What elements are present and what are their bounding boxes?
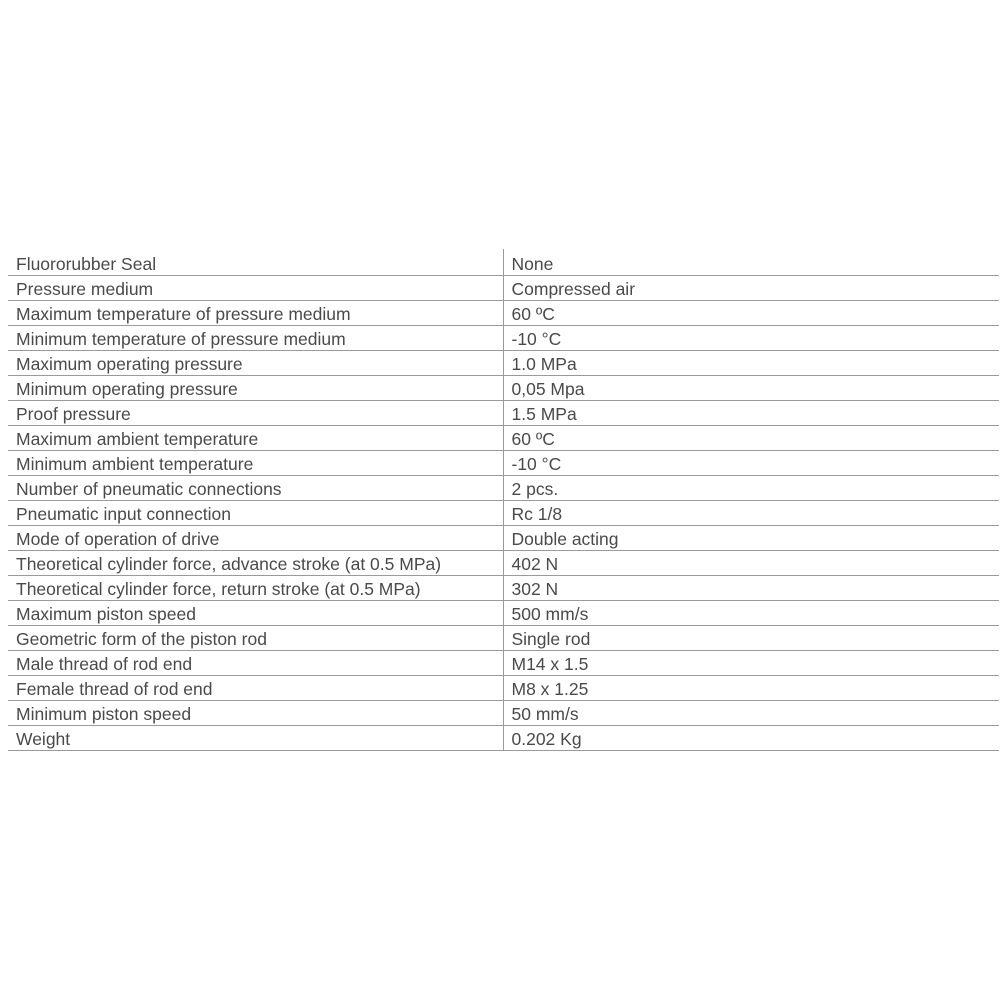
spec-label-cell: Proof pressure [8, 400, 503, 425]
table-row [8, 450, 999, 475]
table-row [8, 249, 999, 275]
spec-label-cell: Minimum operating pressure [8, 375, 503, 400]
table-row [8, 275, 999, 300]
spec-value-cell: Compressed air [503, 275, 999, 300]
table-row [8, 550, 999, 575]
spec-label-cell: Pneumatic input connection [8, 500, 503, 525]
spec-label-cell: Minimum temperature of pressure medium [8, 325, 503, 350]
spec-value-cell: None [503, 249, 999, 275]
spec-label-cell: Minimum ambient temperature [8, 450, 503, 475]
spec-value-cell: 402 N [503, 550, 999, 575]
table-row [8, 725, 999, 750]
specification-table-body [8, 249, 999, 750]
table-row [8, 425, 999, 450]
spec-value-cell: M14 x 1.5 [503, 650, 999, 675]
spec-value-cell: Double acting [503, 525, 999, 550]
spec-value-cell: 500 mm/s [503, 600, 999, 625]
table-row [8, 675, 999, 700]
spec-label-cell: Geometric form of the piston rod [8, 625, 503, 650]
table-row [8, 625, 999, 650]
spec-value-cell: 50 mm/s [503, 700, 999, 725]
spec-value-cell: 1.0 MPa [503, 350, 999, 375]
spec-value-cell: 60 ºC [503, 425, 999, 450]
spec-value-cell: 0,05 Mpa [503, 375, 999, 400]
table-row [8, 350, 999, 375]
table-row [8, 375, 999, 400]
spec-value-cell: Single rod [503, 625, 999, 650]
spec-value-cell: -10 °C [503, 325, 999, 350]
spec-value-cell: M8 x 1.25 [503, 675, 999, 700]
spec-label-cell: Number of pneumatic connections [8, 475, 503, 500]
spec-label-cell: Pressure medium [8, 275, 503, 300]
spec-value-cell: 1.5 MPa [503, 400, 999, 425]
spec-label-cell: Maximum piston speed [8, 600, 503, 625]
table-row [8, 600, 999, 625]
table-row [8, 700, 999, 725]
table-row [8, 650, 999, 675]
spec-label-cell: Theoretical cylinder force, return stroke (at 0.5 MPa) [8, 575, 503, 600]
spec-label-cell: Theoretical cylinder force, advance stroke (at 0.5 MPa) [8, 550, 503, 575]
spec-label-cell: Maximum temperature of pressure medium [8, 300, 503, 325]
table-row [8, 575, 999, 600]
spec-label-cell: Maximum operating pressure [8, 350, 503, 375]
table-row [8, 525, 999, 550]
spec-value-cell: -10 °C [503, 450, 999, 475]
spec-value-cell: 302 N [503, 575, 999, 600]
spec-label-cell: Weight [8, 725, 503, 750]
specification-table [8, 249, 999, 751]
spec-label-cell: Mode of operation of drive [8, 525, 503, 550]
table-row [8, 500, 999, 525]
spec-label-cell: Female thread of rod end [8, 675, 503, 700]
table-row [8, 400, 999, 425]
spec-value-cell: 60 ºC [503, 300, 999, 325]
table-row [8, 475, 999, 500]
spec-value-cell: Rc 1/8 [503, 500, 999, 525]
spec-label-cell: Fluororubber Seal [8, 249, 503, 275]
spec-value-cell: 2 pcs. [503, 475, 999, 500]
table-row [8, 300, 999, 325]
spec-label-cell: Maximum ambient temperature [8, 425, 503, 450]
spec-value-cell: 0.202 Kg [503, 725, 999, 750]
spec-label-cell: Male thread of rod end [8, 650, 503, 675]
table-row [8, 325, 999, 350]
spec-label-cell: Minimum piston speed [8, 700, 503, 725]
